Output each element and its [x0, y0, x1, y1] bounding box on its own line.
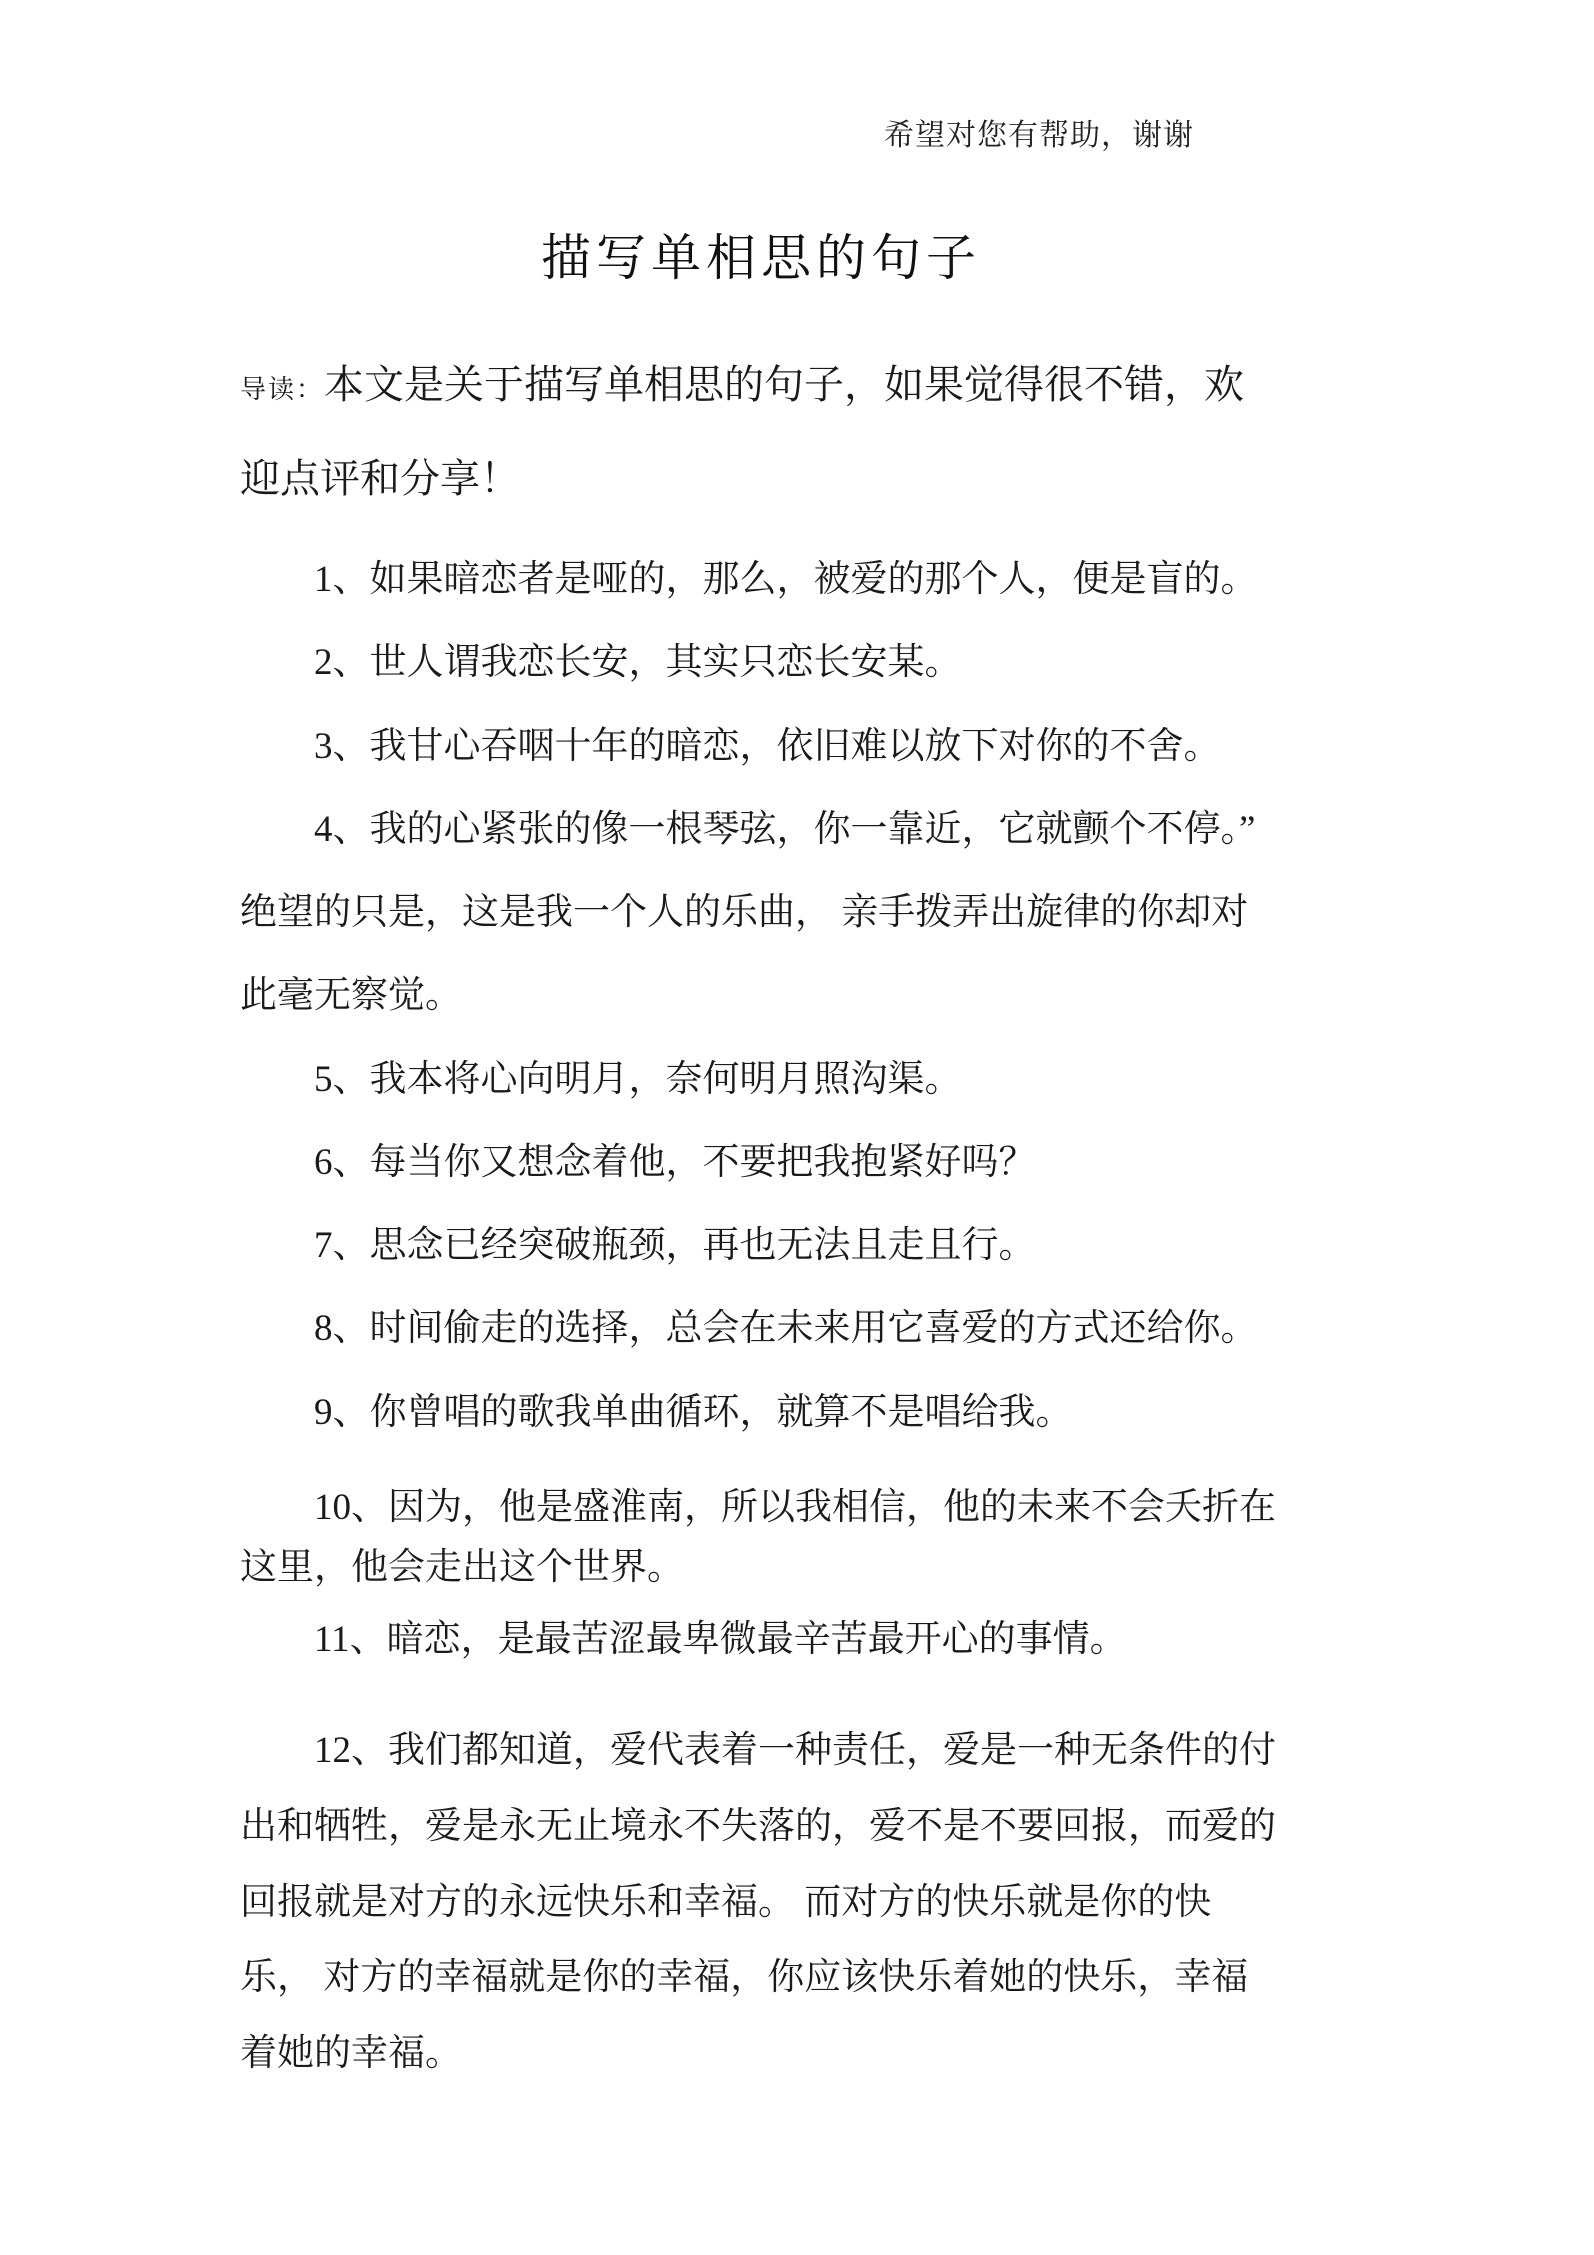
intro-label: 导读： — [240, 375, 325, 404]
sentence-item: 10、因为，他是盛淮南，所以我相信，他的未来不会夭折在这里，他会走出这个世界。 — [240, 1486, 1276, 1588]
sentence-item: 5、我本将心向明月，奈何明月照沟渠。 — [314, 1058, 962, 1100]
sentence-item: 8、时间偷走的选择，总会在未来用它喜爱的方式还给你。 — [314, 1308, 1258, 1350]
sentence-list — [240, 538, 1282, 2092]
sentence-item: 4、我的心紧张的像一根琴弦，你一靠近，它就颤个不停。”绝望的只是，这是我一个人的乐曲， 亲手拨弄出旋律的你却对此毫无察觉。 — [240, 808, 1256, 1017]
document-body — [240, 218, 1282, 2092]
sentence-item: 1、如果暗恋者是哑的，那么，被爱的那个人，便是盲的。 — [314, 559, 1258, 600]
document-title: 描写单相思的句子 — [541, 230, 981, 286]
intro-paragraph — [240, 338, 1282, 526]
sentence-item: 11、暗恋，是最苦涩最卑微最辛苦最开心的事情。 — [314, 1618, 1127, 1660]
sentence-item: 3、我甘心吞咽十年的暗恋，依旧难以放下对你的不舍。 — [314, 725, 1221, 767]
sentence-item: 12、我们都知道，爱代表着一种责任，爱是一种无条件的付出和牺牲，爱是永无止境永不失落的，爱不是不要回报，而爱的回报就是对方的永远快乐和幸福。 而对方的快乐就是你的快乐， 对方的幸福就是你的幸福，你应该快乐着她的快乐，幸福着她的幸福。 — [240, 1729, 1276, 2075]
header-note: 希望对您有帮助，谢谢 — [884, 119, 1194, 152]
sentence-item: 7、思念已经突破瓶颈，再也无法且走且行。 — [314, 1225, 1036, 1266]
sentence-item: 9、你曾唱的歌我单曲循环，就算不是唱给我。 — [314, 1391, 1073, 1433]
intro-text: 本文是关于描写单相思的句子，如果觉得很不错，欢迎点评和分享！ — [240, 362, 1245, 501]
sentence-item: 6、每当你又想念着他，不要把我抱紧好吗？ — [314, 1141, 1036, 1183]
sentence-item: 2、世人谓我恋长安，其实只恋长安某。 — [314, 642, 962, 684]
